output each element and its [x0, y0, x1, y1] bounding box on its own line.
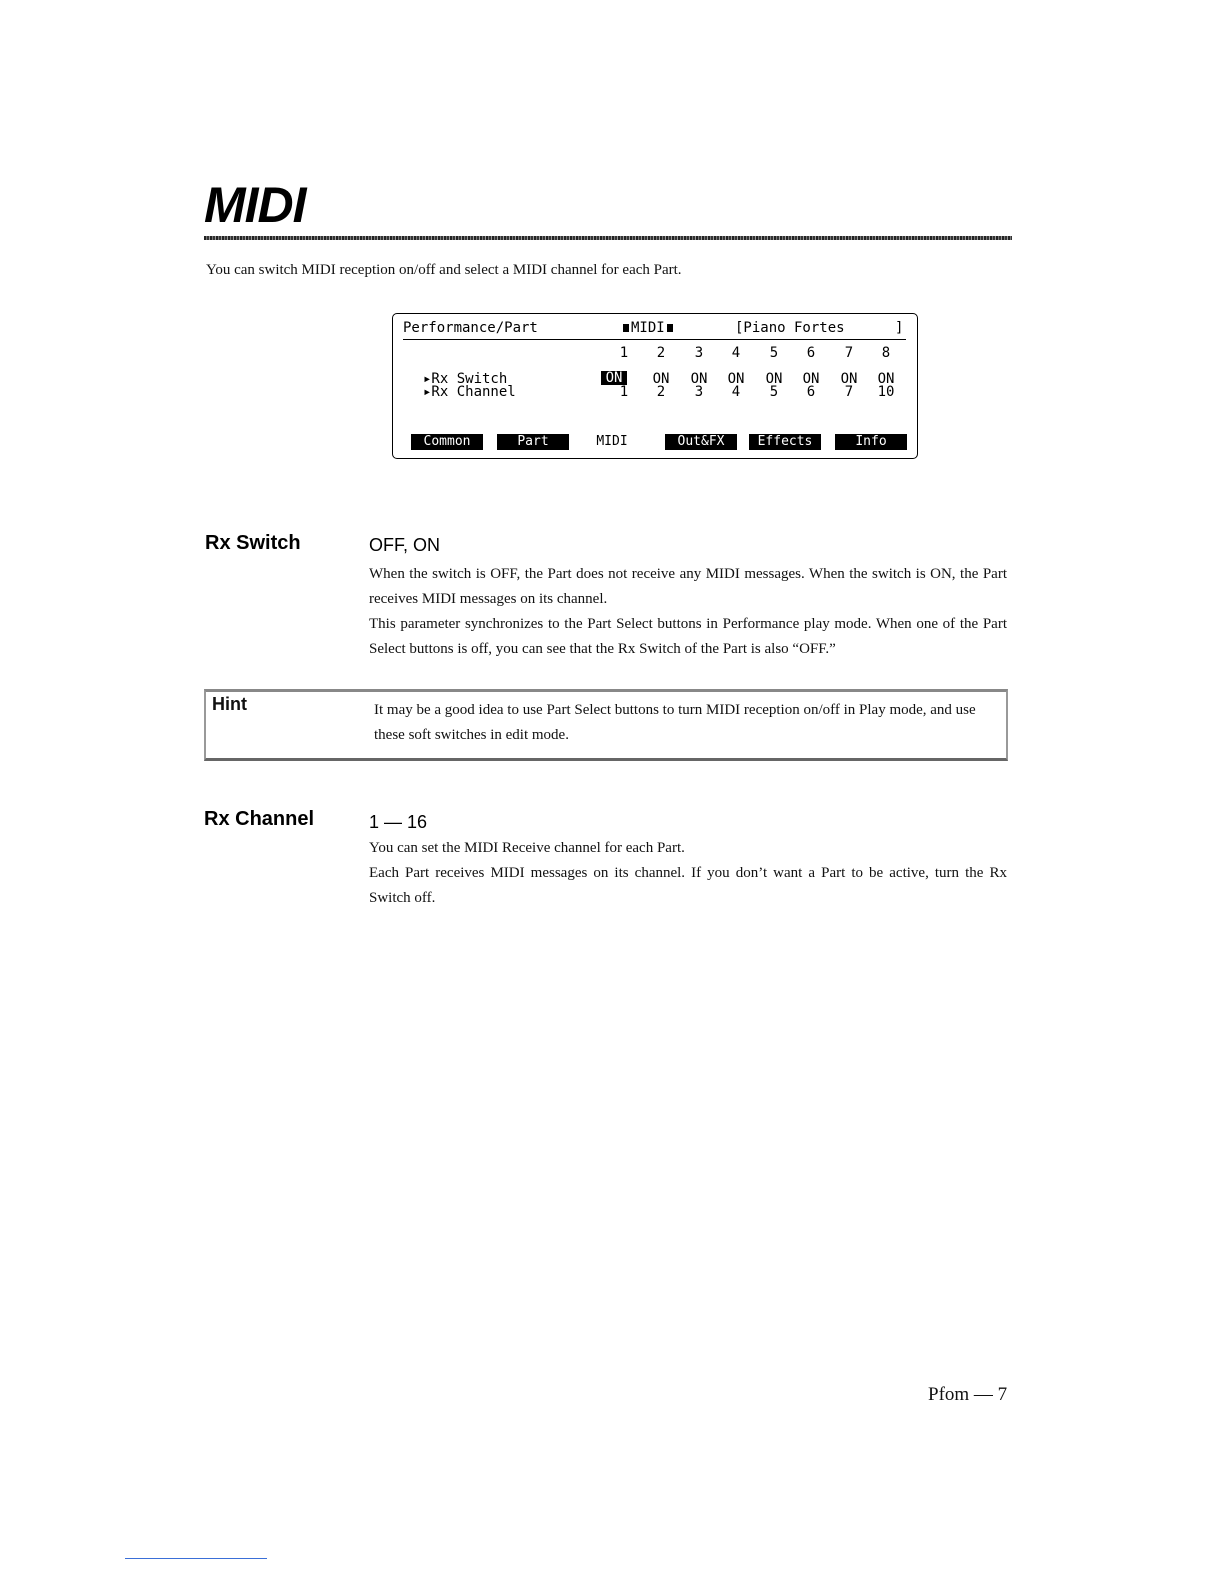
part-number: 4	[731, 345, 741, 361]
lcd-title: Performance/Part	[403, 320, 538, 336]
rx-channel-value[interactable]: 6	[806, 384, 816, 400]
rx-switch-heading: Rx Switch	[205, 532, 301, 554]
rx-switch-value[interactable]: ON	[877, 371, 895, 387]
left-marker-icon	[623, 324, 629, 332]
rx-channel-value[interactable]: 1	[619, 384, 629, 400]
lcd-screen	[392, 313, 918, 459]
rx-switch-sync-note: This parameter synchronizes to the Part Select buttons in Performance play mode. When one of the Part Select buttons is off, you can see that the Rx Switch of the Part is also “OFF.”	[369, 616, 1007, 657]
right-marker-icon	[667, 324, 673, 332]
footer-rule	[125, 1558, 267, 1559]
hint-text: It may be a good idea to use Part Select buttons to turn MIDI reception on/off in Play mode, and use these soft switches in edit mode.	[374, 702, 976, 743]
rx-switch-value[interactable]: ON	[765, 371, 783, 387]
tab-info[interactable]: Info	[835, 434, 907, 450]
tab-effects[interactable]: Effects	[749, 434, 821, 450]
rx-channel-note: Each Part receives MIDI messages on its channel. If you don’t want a Part to be active, turn the Rx Switch off.	[369, 865, 1007, 906]
lcd-performance-name: [Piano Fortes	[735, 320, 845, 336]
rx-switch-range: OFF, ON	[369, 535, 440, 555]
part-number: 5	[769, 345, 779, 361]
rx-channel-range: 1 — 16	[369, 812, 428, 832]
page-number: Pfom — 7	[928, 1384, 1008, 1405]
lcd-mode	[621, 320, 675, 336]
part-number: 6	[806, 345, 816, 361]
tab-common[interactable]: Common	[411, 434, 483, 450]
lcd-mode-label: MIDI	[631, 320, 665, 336]
tab-out-fx[interactable]: Out&FX	[665, 434, 737, 450]
rx-switch-label: ▸Rx Switch	[423, 371, 508, 387]
rx-channel-value[interactable]: 2	[656, 384, 666, 400]
part-number: 3	[694, 345, 704, 361]
rx-channel-label: ▸Rx Channel	[423, 384, 516, 400]
rx-channel-description: You can set the MIDI Receive channel for each Part.	[369, 840, 685, 856]
rx-channel-value[interactable]: 3	[694, 384, 704, 400]
lcd-bracket: ]	[895, 320, 904, 336]
rx-channel-value[interactable]: 4	[731, 384, 741, 400]
intro-text: You can switch MIDI reception on/off and select a MIDI channel for each Part.	[206, 262, 682, 278]
part-number: 1	[619, 345, 629, 361]
rx-switch-value[interactable]: ON	[840, 371, 858, 387]
tab-part[interactable]: Part	[497, 434, 569, 450]
lcd-header-rule	[403, 339, 906, 340]
rx-switch-value[interactable]: ON	[690, 371, 708, 387]
title-rule	[204, 236, 1012, 240]
part-number: 8	[881, 345, 891, 361]
page-title: MIDI	[204, 177, 306, 233]
part-number: 2	[656, 345, 666, 361]
hint-label: Hint	[212, 694, 247, 714]
rx-switch-value[interactable]: ON	[802, 371, 820, 387]
part-number: 7	[844, 345, 854, 361]
rx-switch-value[interactable]: ON	[652, 371, 670, 387]
rx-switch-description: When the switch is OFF, the Part does not receive any MIDI messages. When the switch is ON, the Part receives MIDI messages on its channel.	[369, 566, 1007, 607]
rx-switch-value[interactable]: ON	[601, 371, 627, 385]
rx-channel-value[interactable]: 10	[877, 384, 895, 400]
tab-midi[interactable]: MIDI	[596, 434, 628, 449]
rx-switch-value[interactable]: ON	[727, 371, 745, 387]
rx-channel-value[interactable]: 7	[844, 384, 854, 400]
rx-channel-value[interactable]: 5	[769, 384, 779, 400]
rx-channel-heading: Rx Channel	[204, 808, 315, 830]
